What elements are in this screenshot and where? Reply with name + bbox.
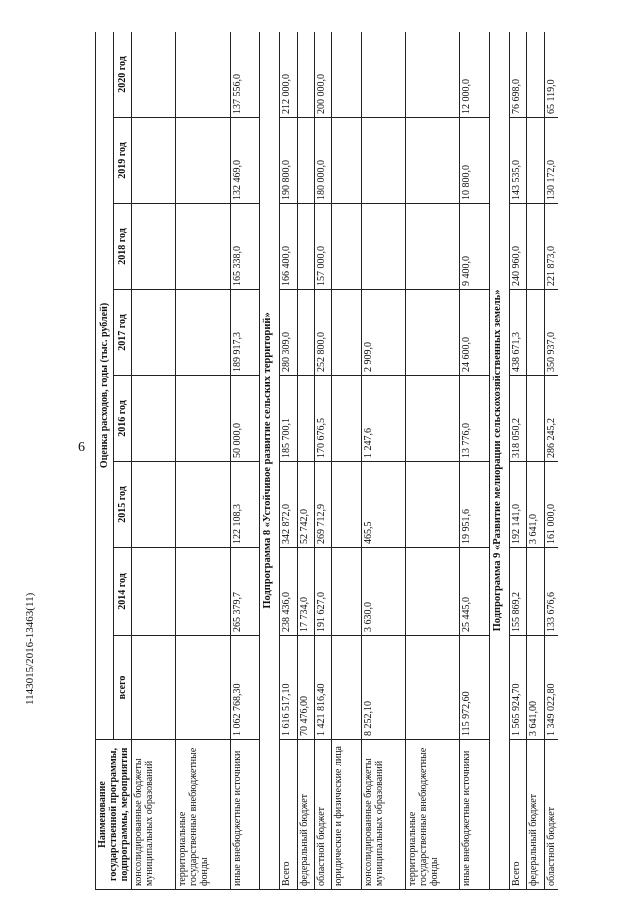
row-name: областной бюджет xyxy=(314,740,331,890)
value-cell xyxy=(176,32,230,118)
value-cell xyxy=(297,376,314,462)
value-cell: 2 909,0 xyxy=(361,290,405,376)
value-cell xyxy=(176,636,230,740)
year-header: 2014 год xyxy=(114,548,132,636)
value-cell: 265 379,7 xyxy=(230,548,260,636)
rotated-page xyxy=(95,32,558,890)
value-cell: 12 000,0 xyxy=(460,32,490,118)
row-name: Всего xyxy=(280,740,297,890)
value-cell: 192 141,0 xyxy=(510,462,527,548)
value-cell: 1 062 768,30 xyxy=(230,636,260,740)
value-cell xyxy=(332,118,362,204)
value-cell: 190 800,0 xyxy=(280,118,297,204)
row-name: иные внебюджетные источники xyxy=(230,740,260,890)
value-cell xyxy=(332,462,362,548)
value-cell xyxy=(406,636,460,740)
row-name: иные внебюджетные источники xyxy=(460,740,490,890)
expenses-table xyxy=(95,32,558,890)
value-cell xyxy=(132,204,176,290)
value-cell xyxy=(132,462,176,548)
value-cell xyxy=(332,32,362,118)
value-cell xyxy=(176,548,230,636)
value-cell: 137 556,0 xyxy=(230,32,260,118)
value-cell xyxy=(332,636,362,740)
value-cell xyxy=(332,376,362,462)
value-cell xyxy=(361,118,405,204)
subprogram-title-row xyxy=(260,32,280,890)
value-cell xyxy=(406,204,460,290)
value-cell xyxy=(527,204,544,290)
value-cell: 130 172,0 xyxy=(544,118,558,204)
value-cell xyxy=(406,32,460,118)
subprogram-title: Подпрограмма 8 «Устойчивое развитие сельских территорий» xyxy=(260,32,280,890)
value-cell xyxy=(176,204,230,290)
value-cell: 189 917,3 xyxy=(230,290,260,376)
value-cell xyxy=(132,290,176,376)
estimate-header: Оценка расходов, годы (тыс. рублей) xyxy=(96,32,114,740)
value-cell xyxy=(406,376,460,462)
value-cell: 252 800,0 xyxy=(314,290,331,376)
value-cell: 191 627,0 xyxy=(314,548,331,636)
subprogram-title-row xyxy=(489,32,509,890)
value-cell: 143 535,0 xyxy=(510,118,527,204)
value-cell xyxy=(132,548,176,636)
value-cell xyxy=(297,118,314,204)
name-column-header: Наименование государственной программы, подпрограммы, мероприятия xyxy=(96,740,132,890)
year-header: 2020 год xyxy=(114,32,132,118)
value-cell: 200 000,0 xyxy=(314,32,331,118)
value-cell: 10 800,0 xyxy=(460,118,490,204)
value-cell: 1 247,6 xyxy=(361,376,405,462)
year-header: 2016 год xyxy=(114,376,132,462)
value-cell xyxy=(527,548,544,636)
table-row xyxy=(510,32,527,890)
value-cell: 185 700,1 xyxy=(280,376,297,462)
value-cell: 318 050,2 xyxy=(510,376,527,462)
year-header: 2017 год xyxy=(114,290,132,376)
value-cell: 17 734,0 xyxy=(297,548,314,636)
value-cell: 240 960,0 xyxy=(510,204,527,290)
year-header: 2015 год xyxy=(114,462,132,548)
value-cell: 65 119,0 xyxy=(544,32,558,118)
value-cell: 1 616 517,10 xyxy=(280,636,297,740)
value-cell: 221 873,0 xyxy=(544,204,558,290)
value-cell: 155 869,2 xyxy=(510,548,527,636)
value-cell xyxy=(132,636,176,740)
value-cell xyxy=(176,376,230,462)
value-cell xyxy=(132,376,176,462)
value-cell: 3 641,0 xyxy=(527,462,544,548)
table-row xyxy=(297,32,314,890)
value-cell: 280 309,0 xyxy=(280,290,297,376)
value-cell: 76 698,0 xyxy=(510,32,527,118)
value-cell: 19 951,6 xyxy=(460,462,490,548)
value-cell xyxy=(297,32,314,118)
row-name: юридические и физические лица xyxy=(332,740,362,890)
value-cell xyxy=(527,118,544,204)
value-cell xyxy=(527,376,544,462)
value-cell xyxy=(297,204,314,290)
table-row xyxy=(280,32,297,890)
value-cell: 9 400,0 xyxy=(460,204,490,290)
value-cell xyxy=(132,32,176,118)
table-row xyxy=(132,32,176,890)
value-cell xyxy=(406,290,460,376)
value-cell: 52 742,0 xyxy=(297,462,314,548)
value-cell: 8 252,10 xyxy=(361,636,405,740)
table-row xyxy=(527,32,544,890)
value-cell: 50 000,0 xyxy=(230,376,260,462)
page-number: 6 xyxy=(78,440,85,455)
value-cell: 132 469,0 xyxy=(230,118,260,204)
value-cell xyxy=(406,118,460,204)
value-cell: 1 565 924,70 xyxy=(510,636,527,740)
row-name: федеральный бюджет xyxy=(297,740,314,890)
table-row xyxy=(314,32,331,890)
value-cell xyxy=(527,290,544,376)
value-cell xyxy=(332,548,362,636)
value-cell: 133 676,6 xyxy=(544,548,558,636)
value-cell: 350 937,0 xyxy=(544,290,558,376)
value-cell: 212 000,0 xyxy=(280,32,297,118)
table-row xyxy=(176,32,230,890)
row-name: федеральный бюджет xyxy=(527,740,544,890)
value-cell: 70 476,00 xyxy=(297,636,314,740)
value-cell: 165 338,0 xyxy=(230,204,260,290)
value-cell xyxy=(406,462,460,548)
year-header: 2019 год xyxy=(114,118,132,204)
table-row xyxy=(406,32,460,890)
value-cell: 157 000,0 xyxy=(314,204,331,290)
value-cell: 3 641,00 xyxy=(527,636,544,740)
value-cell: 25 445,0 xyxy=(460,548,490,636)
value-cell xyxy=(297,290,314,376)
value-cell: 3 630,0 xyxy=(361,548,405,636)
value-cell: 465,5 xyxy=(361,462,405,548)
value-cell xyxy=(406,548,460,636)
value-cell: 286 245,2 xyxy=(544,376,558,462)
value-cell xyxy=(176,118,230,204)
value-cell xyxy=(527,32,544,118)
value-cell: 269 712,9 xyxy=(314,462,331,548)
value-cell xyxy=(176,462,230,548)
subprogram-title: Подпрограмма 9 «Развитие мелиорации сельскохозяйственных земель» xyxy=(489,32,509,890)
value-cell: 115 972,60 xyxy=(460,636,490,740)
table-row xyxy=(230,32,260,890)
table-row xyxy=(544,32,558,890)
value-cell xyxy=(176,290,230,376)
row-name: территориальные государственные внебюджетные фонды xyxy=(176,740,230,890)
value-cell: 1 349 022,80 xyxy=(544,636,558,740)
year-header: всего xyxy=(114,636,132,740)
value-cell: 122 108,3 xyxy=(230,462,260,548)
table-wrapper xyxy=(95,32,558,890)
value-cell xyxy=(361,204,405,290)
value-cell: 24 600,0 xyxy=(460,290,490,376)
row-name: областной бюджет xyxy=(544,740,558,890)
value-cell: 342 872,0 xyxy=(280,462,297,548)
row-name: территориальные государственные внебюджетные фонды xyxy=(406,740,460,890)
value-cell: 166 400,0 xyxy=(280,204,297,290)
value-cell xyxy=(332,290,362,376)
value-cell: 238 436,0 xyxy=(280,548,297,636)
value-cell xyxy=(132,118,176,204)
table-row xyxy=(332,32,362,890)
row-name: Всего xyxy=(510,740,527,890)
value-cell: 438 671,3 xyxy=(510,290,527,376)
value-cell: 170 676,5 xyxy=(314,376,331,462)
value-cell: 180 000,0 xyxy=(314,118,331,204)
value-cell xyxy=(361,32,405,118)
row-name: консолидированные бюджеты муниципальных образований xyxy=(361,740,405,890)
value-cell: 13 776,0 xyxy=(460,376,490,462)
value-cell xyxy=(332,204,362,290)
table-row xyxy=(460,32,490,890)
value-cell: 161 000,0 xyxy=(544,462,558,548)
row-name: консолидированные бюджеты муниципальных образований xyxy=(132,740,176,890)
year-header: 2018 год xyxy=(114,204,132,290)
document-code: 1143015/2016-13463(11) xyxy=(24,592,36,705)
value-cell: 1 421 816,40 xyxy=(314,636,331,740)
table-row xyxy=(361,32,405,890)
